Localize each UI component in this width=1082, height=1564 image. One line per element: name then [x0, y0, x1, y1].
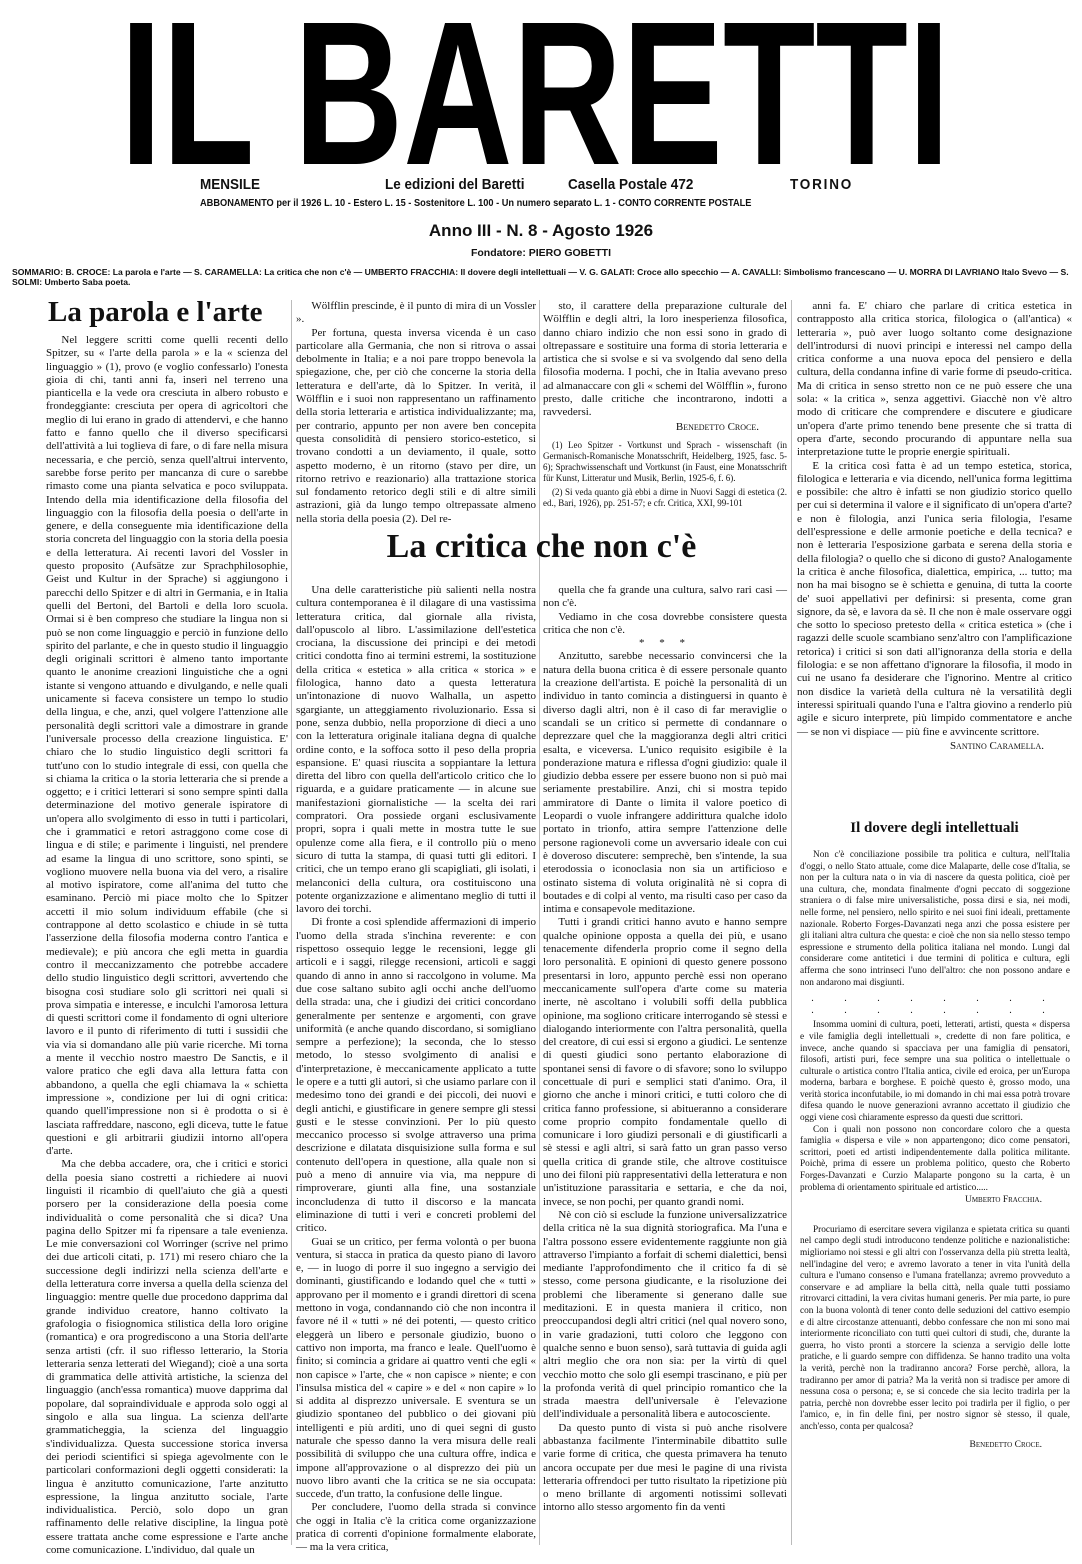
paragraph: Di fronte a così splendide affermazioni di imperio l'uomo della strada s'inchina reverente: e con rispettoso ossequio legge le recensioni, legge gli articoli e i saggi, rilegge recensioni, articoli e saggi quando di anno in anno si raccolgono in volume. Ma due cose saltano subito agli occhi anche dell'uomo della strada: una, che i giudizi dei critici concordano generalmente per sentenze e argomenti, con grave uniformità (e anche quando discordano, si somigliano sempre a perfezione); la seconda, che lo stesso metodo, lo stesso svolgimento di analisi e d'interpretazione, è meccanicamente applicato a tutte le opere e a tutti gli autori, sì che usiamo parlare con il medesimo tono dei grandi e dei piccoli, dei nuovi e degli antichi, e giustificare in genere sempre gli stessi gusti e le stesse convinzioni. Per lo più questo meccanico processo si svolge attraverso una prima descrizione e dilatata disquisizione sulla forma e sul contenuto dell'opera in questione, alla quale non si può a meno di annuire via via, ma neppure di rimproverare, giunti alla fine, una sostanziale inconcludenza di tutto il discorso e la mancata eliminazione di tutti i veri e concreti problemi del critico. [296, 916, 536, 1235]
paragraph: Vediamo in che cosa dovrebbe consistere questa critica che non c'è. [543, 610, 787, 636]
paragraph: Per concludere, l'uomo della strada si convince che oggi in Italia c'è la critica come organizzazione pratica di correnti d'opinione formalmente elaborate, — ma la vera critica, [296, 1501, 536, 1554]
paragraph: Insomma uomini di cultura, poeti, letterati, artisti, questa « dispersa e vile famiglia degli intellettuali », credette di non fare politica, e invece, anche quando si spacciava per una famiglia di pensatori, filosofi, artisti puri, fece sempre una sua politica o intellettuale o culturale o artistica contro l'Italia antica, civile ed eroica, per un'Europa moderna, barbara e borghese. E poichè questo è, grosso modo, una verità storica inconfutabile, io mi domando in chi mai essa potrà trovare difesa quando le nuove generazioni avranno accettato il giudizio che oggi viene così chiaramente espresso da questi due scrittori. [800, 1020, 1070, 1124]
paragraph: Procuriamo di esercitare severa vigilanza e spietata critica su quanti nel campo degli studi introducono tendenze politiche e nazionalistiche: miglioriamo noi stessi e gli altri con l'osservanza della più stretta lealtà, nell'indagine del vero; e avremo lavorato a tener in vita l'unità della cultura e l'umano consenso e l'umana fratellanza; avremo provveduto a conservare e ad ampliare la bella città, nella quale tutti possiamo ritrovarci cittadini, la vera civitas humani generis. Per mia parte, io pure con la buona volontà di tener conto delle seduzioni del cattivo esempio e di altre circostanze attenuanti, debbo confessare che non mi sono mai interiormente riconciliato con tutti quei cultori di studi, che, durante la guerra, ho visto pronti a storcere la scienza a servigio delle lotte pratiche, e li guardo sempre con diffidenza. Se hanno tradito una volta la verità, perchè non la tradiranno ancora? Forse perchè, allora, la tradiranno per amor di patria? Ma la verità non si tradisce per amore di nessuna cosa o persona; e, se si concede che sia lecito tradirla per la patria, perchè non dovrebbe esser lecito poi tradirla per il figlio, o per l'amico, e, in fin delle fini, per nostro signor sè stesso, il quale, anch'esso, conta per qualcosa? [800, 1224, 1070, 1432]
paragraph: anni fa. E' chiaro che parlare di critica estetica in contrapposto alla critica storica, filologica o (all'antica) « letteraria », può aver luogo soltanto come designazione dell'introdursi di nuovi principi e interessi nel campo della critica conforme a una nuova epoca del pensiero e della cultura, della condanna infine di varie forme di pseudo-critica. Ma di critica in senso stretto non ce ne può essere che una sola: « la critica », senza aggettivi. Giacchè non v'è altro modo di criticare che comprendere e discutere e giudicare un'opera d'arte primo tenendo bene presente che si tratta di opera d'arte, secondo procurando di appuntare nella sua interpretazione tutte le proprie energie spirituali. [797, 300, 1072, 459]
author-signature: Umberto Fracchia. [964, 1195, 1042, 1206]
section-separator: * * * [639, 637, 691, 650]
article-text [800, 850, 1070, 989]
article-text [797, 300, 1072, 739]
table-of-contents: SOMMARIO: B. CROCE: La parola e l'arte — S. CARAMELLA: La critica che non c'è — UMBERTO FRACCHIA: Il dovere degli intellettuali — V. G. GALATI: Croce allo specchio — A. CAVALLI: Simbolismo francescano — U. MORRA DI LAVRIANO Italo Svevo — S. SOLMI: Umberto Saba poeta. [12, 267, 1069, 287]
article-column [543, 300, 787, 526]
paragraph: (2) Si veda quanto già ebbi a dirne in Nuovi Saggi di estetica (2. ed., Bari, 1926), pp. 251-57; e cfr. Critica, XXI, 99-101 [543, 486, 787, 508]
periodicity: MENSILE [200, 176, 261, 193]
quote-signature: Benedetto Croce. [969, 1439, 1042, 1450]
city: TORINO [790, 176, 854, 193]
author-signature: Benedetto Croce. [675, 420, 759, 433]
paragraph: Wölfflin prescinde, è il punto di mira di un Vossler ». [296, 300, 536, 326]
article-text [543, 650, 787, 1514]
paragraph: Guai se un critico, per ferma volontà o per buona ventura, si stacca in pratica da questo piano di lavoro e, — in luogo di porre il suo ingegno a servigio dei dominanti, giustificando e lodando quel che « tutti » approvano per il momento e i grandi direttori di scena mettono in voga, condannando ciò che non incontra il favore né il « tutti » né dei potenti, — questo critico eleggerà un libero e personale giudizio, buono o cattivo non importa, ma franco e leale. Quell'uomo è finito; si comincia a gridare ai quattro venti che egli « non capisce » l'arte, che « non capisce » niente; e con l'insulsa mistica del « capire » e del « non capire » lo si addita al disprezzo universale. E sventura se un giudizio spontaneo del pubblico o dei giovani più intelligenti e più arditi, uno di quei segni di gusto naturale che spesso danno la vera misura delle reali possibilità di sviluppo che una cultura offre, indica e impone all'approvazione o al disprezzo dei più un nuovo libro avanti che la critica se ne sia occupata: succede, d'un tratto, la confusione delle lingue. [296, 1235, 536, 1501]
article-text [543, 300, 787, 420]
article-column [797, 300, 1072, 810]
postbox: Casella Postale 472 [568, 176, 694, 193]
svg-text:IL BARETTI: IL BARETTI [120, 0, 951, 208]
article-column [46, 334, 288, 1557]
paragraph: Tutti i grandi critici hanno avuto e hanno sempre qualche opinione opposta a quella dei più, e usano tenacemente difenderla proprio come il segno della loro personalità. E opinioni di questo genere possono presentarsi in loro, appunto perchè essi non operano meccanicamente sull'opera d'arte come su materia inerte, nè ascoltano i volubili soffi della pubblica opinione, ma sogliono criticare interrogando sè stessi e dialogando interiormente con l'altra personalità, quella del creatore, di cui essi si ergono a giudici. Le sentenze di questi giudici sono pertanto elaborazione di spontanei sensi di favore o di sfavore; sono lo sviluppo concettuale di puri e semplici stati d'animo. Ora, il giorno che anche i minori critici, e tutti coloro che di critica fanno professione, si abitueranno a considerare come proprio compito fondamentale quello di comunicare i loro giudizi personali e di giustificarli a sè stessi e agli altri, si sarà fatto un gran passo verso quella critica di grande stile, che altrove costituisce uno dei filoni più rappresentativi della letteratura e non un'istituzione parassitaria e settaria, e che da noi, invece, se non pochi, per quanto grandi nomi. [543, 916, 787, 1208]
quoted-text [800, 1225, 1070, 1434]
issue-info: Anno III - N. 8 - Agosto 1926 [428, 221, 654, 240]
author-signature: Santino Caramella. [949, 739, 1044, 752]
paragraph: sto, il carattere della preparazione culturale del Wölfflin e degli altri, la loro inesperienza filosofica, danno chiaro indizio che non essi sono in grado di oltrepassare e sostituire una forma di storia letteraria e artistica che si svolse e si va svolgendo dal seno della filosofia moderna. I pochi, che in Italia avevano preso ad almanaccare con gli « schemi del Wölfflin », furono presto, dalle critiche che incontrarono, indotti a ravvedersi. [543, 300, 787, 419]
paragraph: E la critica così fatta è ad un tempo estetica, storica, filologica e letteraria e via dicendo, nell'unica forma legittima e possibile: che altro è infatti se non giudizio storico quello per cui si determina il valore e il significato di un'opera d'arte? e non è filologia, anzi l'unica seria filologia, l'esame dell'espressione e delle armonie poetiche e della tecnica? e non è letteraria l'esposizione garbata e serena della storia e della filologia? o quello che si dicono di gusto? Analogamente la critica è anche filosofica, dialettica, empirica, ... tutto; ma non ha mai bisogno se è schietta e genuina, di tutta la coorte de' suoi appellativi per definirsi: si presenta, come gran signore, da sè, e lavora da sè. Il che non è male osservare oggi che sotto lo specioso pretesto della « critica estetica » (che i ragazzi delle scuole scambiano senz'altro con l'amplificazione retorica) i critici si son dati all'ignoranza della storia e della filologia: e se non affettano d'ignorare la filosofia, il modo in cui ne usano fa desiderare che l'ignorino. Mentre al critico non disdice la varietà della cultura nè la versatilità degli interessi spirituali quando l'una e l'altra giovino a renderlo più agile e sicuro interprete, più limpido commentatore e anche — se non vi dispiace — più fine e avvincente scrittore. [797, 459, 1072, 738]
paragraph: Una delle caratteristiche più salienti nella nostra cultura contemporanea è il dilagare di una vastissima letteratura critica, dal giornale alla rivista, dall'opuscolo al libro. L'assimilazione dell'estetica crociana, la discussione dei principi e dei metodi critici condotta fino ai termini estremi, la sostituzione della critica « estetica » alla critica « storica » e filologica, hanno dato a questa letteratura un'intonazione di nuovo Walhalla, un aspetto sgargiante, un atteggiamento rivoluzionario. Essa si pone, senza dubbio, nella proporzione di dieci a uno con la letteratura originale italiana degna di qualche ordine conto, e la soffoca sotto il peso della propria espansione. E' quasi riuscita a soppiantare la lettura diretta del libro con quella dell'articolo critico che lo riguarda, e a guidare praticamente — in alcune sue manifestazioni giornalistiche — la scelta dei rari compratori. Ora possiede organi esclusivamente propri, sopra i quali mette in mostra tutte le sue opulenze come alla fiera, e il controllo più o meno sicuro di tutta la stampa, di quasi tutti gli editori. I critici, che un tempo erano gli scapigliati, gli isolati, i melanconici della cultura, ora costituiscono una potente organizzazione e alimentano meglio di tutti il lavoro dei torchi. [296, 584, 536, 916]
article-column [296, 584, 536, 1554]
ellipsis-separator: . . . . . . . . . . . . . . . . [811, 993, 1059, 1016]
article-title-la-parola-e-l-arte: La parola e l'arte [48, 296, 263, 328]
paragraph: Con i quali non possono non concordare coloro che a questa famiglia « dispersa e vile » non appartengono; dico come pensatori, scrittori, poeti ed artisti indipendentemente dalla politica militante. Poichè, prima di essere un problema politico, questo che Roberto Forges-Davanzati e Curzio Malaparte pongono su la carta, è un problema di orientamento spirituale ed artistico..... [800, 1124, 1070, 1193]
paragraph: Nel leggere scritti come quelli recenti dello Spitzer, su « l'arte della parola » e la « scienza del linguaggio » (1), provo (e voglio confessarlo) l'onesta gioia di chi, tanti anni fa, inserì nel terreno una pianticella e la vede ora cresciuta in albero robusto e frondeggiante: cresciuta per opera di agricoltori che meglio di lui erano in grado di attendervi, e che hanno fatto e fanno quello che il diverso specificarsi dell'attività a lui toglieva di fare, o di fare nella misura necessaria, e che perciò, senza quell'altrui intervento, sarebbe forse perito per mancanza di cure o sarebbe rimasto come una pianta selvatica e poco sviluppata. Intendo della mia identificazione della filosofia del linguaggio con la filosofia della poesia o dell'arte in genere, e della conseguente mia identificazione della storia concreta del linguaggio con la storia della poesia e della letteratura. Ai recenti lavori del Vossler in questo proposito (Aufsätze zur Sprachphilosophie, Geist und Kultur in der Sprache) si aggiungono i parecchi dello Spitzer e di altri in Germania, e in Italia quelli del Bertoni, del Bartoli e della loro scuola. Ormai si è ben compreso che studiare la lingua non si può se non come linguaggio e perciò in funzione dello spirito del parlante, e che in questo studio il linguaggio degli originali scrittori è almeno tanto importante quanto le anonime creazioni linguistiche che a ogni istante si vengono attuando e divulgando, e nelle quali unicamente si faceva consistere un tempo lo studio della lingua, e che, anzi, quel volgere l'attenzione alle personalità degli scrittori vale a dimostrare in grande l'universale processo della creazione linguistica. E' chiaro che lo studio linguistico degli scrittori fa tutt'uno con lo studio integrale di essi, con quella che si chiama la critica o la storia letteraria che si prende a oggetto; e i critici letterari si sono sempre spinti dalla determinazione del motivo generale ispiratore di un'opera allo svolgimento di esso in tutti i particolari, che i grammatici e retori astraggono come cose di lingua e di stile; e parimente i linguisti, nel prendere ad esame la lingua di uno scrittore, sono spinti, se vogliono muovere nella buona via del vero, a risalire al motivo ispiratore, come all'anima del tutto che esaminano. Perciò mi piace molto che lo Spitzer accetti il mio solum individuum effabile (che si contrappone al detto scolastico e chiude in sè tutta l'asserzione della filosofia moderna contro l'antica e medievale); e più ancora che egli metta in guardia contro il meccanizzamento che potrebbe accadere dello studio linguistico degli scrittori, avvertendo che bisogna così studiare solo gli scrittori nei quali si prova simpatia e interesse, e inculchi l'amorosa lettura di questi scrittori come il fondamento di ogni ulteriore lavoro e il punto di riferimento di tutti i sussidii che via via si domandano alle più varie ricerche. Mi torna a mente il vecchio nostro maestro De Sanctis, e il valore pratico che egli dava alla lettura fatta con abbandono, a quella che egli chiamava la « schietta impressione », condizione per lui di ogni critica: quando quell'impressione non si è prodotta o si è lasciata raffreddare, nascono, egli diceva, tutte le fatue questioni e gli arbitrarii giudizii intorno all'opera d'arte. [46, 334, 288, 1158]
article-text [543, 584, 787, 637]
founder: Fondatore: PIERO GOBETTI [470, 247, 611, 259]
paragraph: Non c'è conciliazione possibile tra politica e cultura, nell'Italia d'oggi, o nello Stato attuale, come dice Malaparte, delle cose d'Italia, se non per la cultura nata o in via di nascere da questa politica, cioè per una cultura, che, mondata finalmente d'ogni peccato di soggezione straniera o di false mire universalistiche, possa dirsi e sia, nei modi, nelle forme, nel pensiero, nello spirito e nei suoi fini ideali, prettamente nazionale. Roberto Forges-Davanzati nega anzi che possa esistere per gli italiani altra cultura che questa: e cioè che non sia nello stesso tempo espressione e strumento della politica italiana nel mondo. Lungi dal considerare come antitetici i due termini di politica e cultura, egli afferma che sono intrinseci l'uno dell'altro: che non possono andare e non andarono mai disgiunti. [800, 850, 1070, 988]
article-column [296, 300, 536, 525]
article-title-la-critica-che-non-c-e: La critica che non c'è [386, 528, 697, 565]
paragraph: Da questo punto di vista si può anche risolvere abbastanza facilmente l'interminabile dibattito sulle varie forme di critica, che questa primavera ha tenuto ancora occupate per due mesi le pagine di una rivista letteraria offrendoci per tutto risultato la ripetizione più o meno brillante di argomenti notissimi sollevati intorno allo stesso argomento fin da venti [543, 1421, 787, 1514]
paragraph: (1) Leo Spitzer - Vortkunst und Sprach - wissenschaft (in Germanisch-Romanische Monatsschrift, Heidelberg, 1925, fasc. 5-6); Sprachwissenschaft und Vortkunst (in Faust, eine Monatsschrift für Kunst, Litteratur und Musik, Berlin, 1925-6, f. 6). [543, 439, 787, 483]
paragraph: Ma che debba accadere, ora, che i critici e storici della poesia siano costretti a richiedere ai nuovi linguisti il ricambio di quell'aiuto che già a questi porsero per la considerazione della poesia come individualità o come personalità che si dica? Una pagina dello Spitzer mi fa ripensare a tale evenienza. Le mie conversazioni col Worringer (scrive nel primo dei due articoli citati, p. 171) mi resero chiaro che la successione degli indirizzi nella scienza dell'arte e della letteratura corre inversa a quella della scienza del linguaggio: mentre quelle due procedono dapprima dal grande individuo creatore, hanno coltivato la grafologia o fisiognomica stilistica della loro origine (romantica) e ora progrediscono a una Storia dell'arte senza artisti (cfr. il suo riflesso letterario, la Storia letteraria senza letterati del Wiegand); cioè a una sorta di grammatica delle attività artistiche, la scienza del linguaggio (anch'essa romantica) muove dapprima dal popolare, dal sopraindividuale e approda solo oggi al singolo e alla sua lingua. La scienza dell'arte grammaticheggia, la scienza del linguaggio s'individualizza. Questa successione storica inversa dei periodi scientifici si spiega agevolmente con le particolari conformazioni degli oggetti considerati: la lingua è anzitutto comunicazione, l'arte anzitutto espressione, la lingua anzitutto sociale, l'arte individualistica. Perciò, solo dopo un gran raffinamento delle relative discipline, la lingua potè essere trattata anche come espressione e l'arte anche come comunicazione. L'individuo, dal quale un [46, 1158, 288, 1557]
article-title-il-dovere-degli-intellettuali: Il dovere degli intellettuali [850, 820, 1019, 836]
article-column [800, 850, 1070, 1550]
paragraph: Anzitutto, sarebbe necessario convincersi che la natura della buona critica è di essere personale quanto la creazione dell'artista. E poichè la personalità di un individuo in tanto comincia a distinguersi in quanto è diverso dagli altri, non è il caso di far meraviglie o scandali se un critico si permette di condannare o deprezzare quel che la maggioranza degli altri critici esalta, e viceversa. L'unico requisito esigibile è la ponderazione matura e riflessa d'ogni giudizio: quale il giudizio debba essere per essere buono non si può mai seriamente prestabilire. Anzi, chi si mostra tepido ammiratore di Dante o limita il valore poetico di Leopardi o vuole infrangere addirittura qualche idolo portato in trionfo, attira sempre l'attenzione delle persone ragionevoli come un avversario ideale con cui è doveroso discutere: semprechè, ben s'intende, la sua eterodossia o iconoclasia non sia un artificioso e ostinato sistema di voluta originalità nè si copra di boutades e di colpi al vento, ma risulti caso per caso da intima e consapevole meditazione. [543, 650, 787, 916]
subscription-info: ABBONAMENTO per il 1926 L. 10 - Estero L. 15 - Sostenitore L. 100 - Un numero separato L. 1 - CONTO CORRENTE POSTALE [200, 197, 752, 209]
paragraph: Per fortuna, questa inversa vicenda è un caso particolare alla Germania, che non si ritrova o assai debolmente in Italia; e a noi pare troppo benevola la spiegazione, che, per ciò che concerne la storia della letteratura e dell'arte, dà lo Spitzer. In verità, il Wölfflin e i suoi non rappresentano un raffinamento della storia letteraria e artistica individualizzante; ma, per contrario, appunto per non avere ben concepita questa consolidità di pensiero storico-estetico, si trovano condotti a un deviamento, il quale, sotto aspetto moderno, è un ritorno (stavo per dire, un ritorno retrivo e reazionario) alla trattazione storica sul fondamento retorico degli stili e di altre simili astrazioni, già da lungo tempo oltrepassate almeno nella storia della poesia (2). Del re- [296, 326, 536, 525]
article-text [800, 1020, 1070, 1194]
article-column [543, 584, 787, 1548]
paragraph: Nè con ciò si esclude la funzione universalizzatrice della critica nè la sua dignità storiografica. Ma l'una e l'altra possono essere evidentemente raggiunte non già attraverso l'impianto a forfait di schemi dialettici, bensì mediante l'approfondimento che il critico fa di sè stesso, come persona giudicante, e la risoluzione dei problemi che liberamente si generano dalle sue meditazioni. E in questa maniera il critico, non preoccupandosi degli altri critici (nel qual novero sono, in varie gradazioni, tutti coloro che leggono con qualche senno e buon senso), sarà tuttavia di guida agli altri meglio che ora non sia: per la virtù di quel vecchio motto che solo gli esempi trascinano, e più per la profonda verità di quel principio romantico che la strada maestra dell'universale è l'elevazione dell'individuale a personalità libera e autocosciente. [543, 1208, 787, 1421]
publisher: Le edizioni del Baretti [385, 176, 525, 193]
paragraph: quella che fa grande una cultura, salvo rari casi — non c'è. [543, 584, 787, 610]
footnotes [543, 440, 787, 509]
